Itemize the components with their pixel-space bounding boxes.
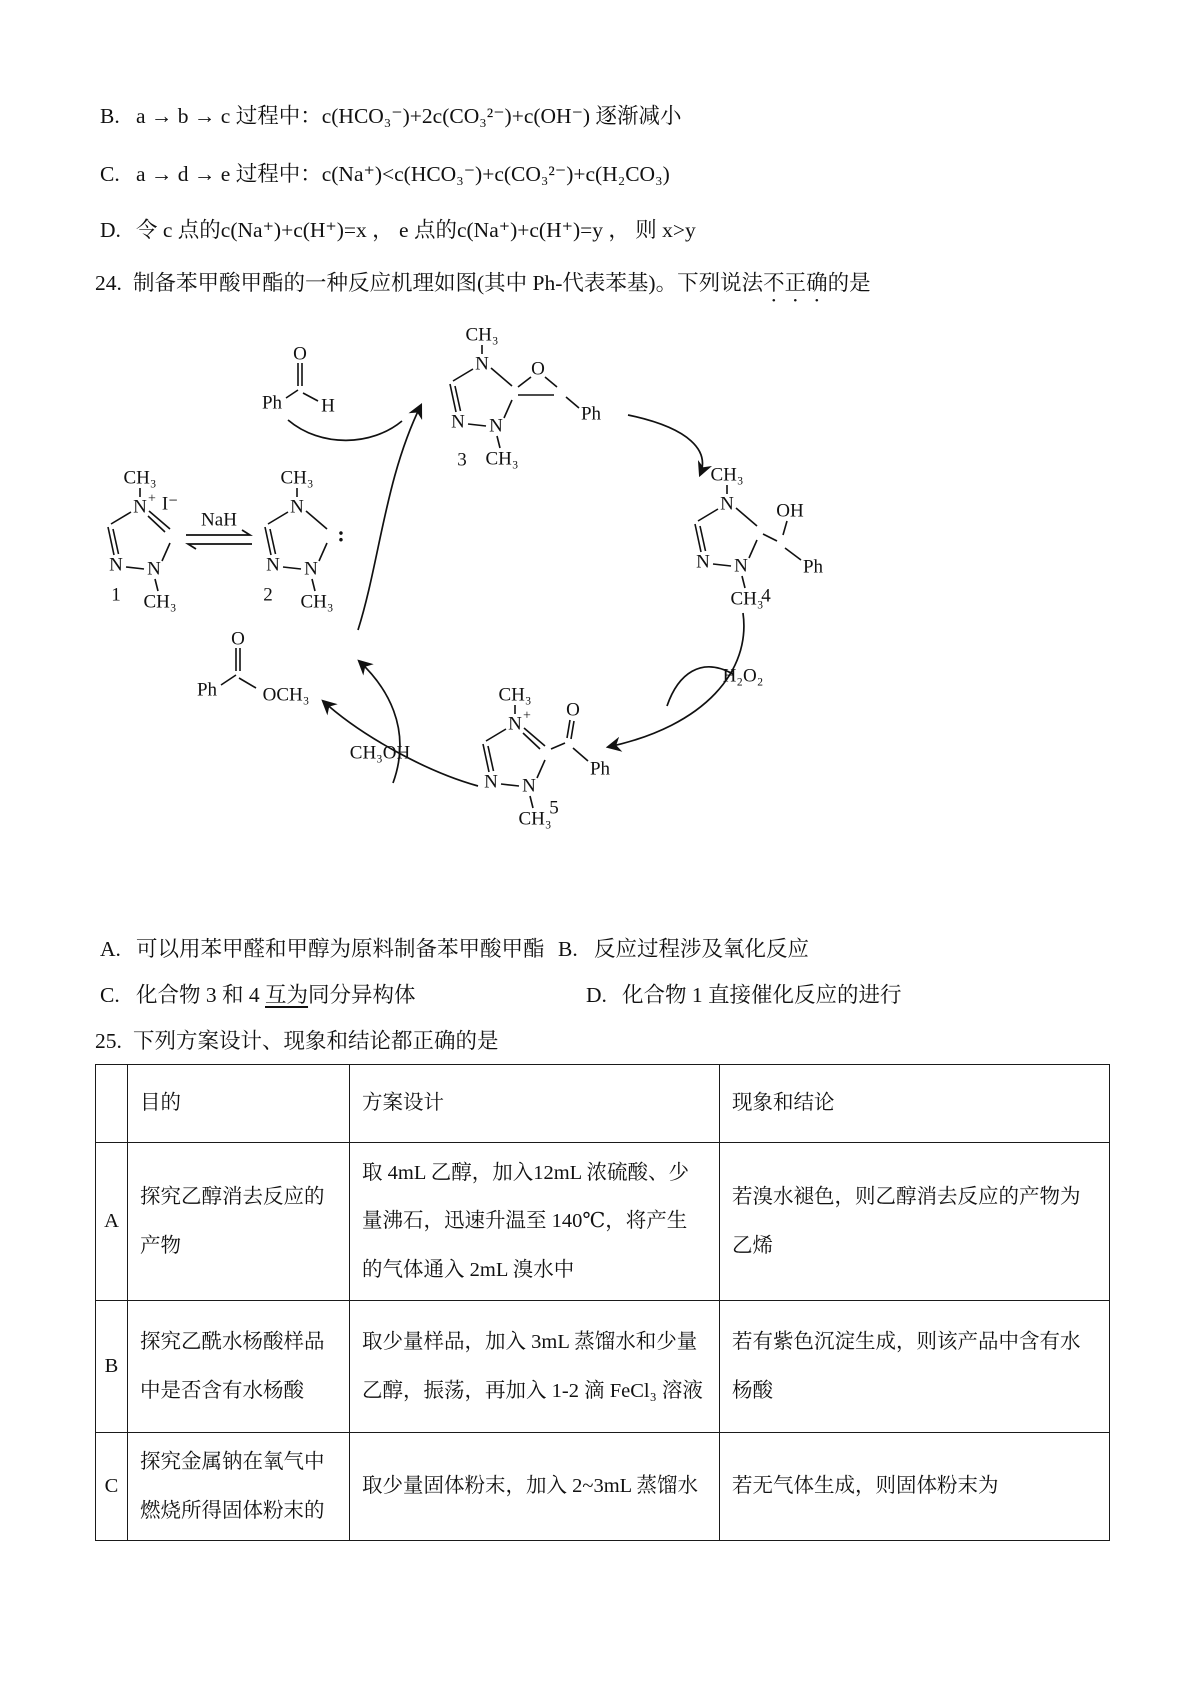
row-purpose: 探究乙酰水杨酸样品中是否含有水杨酸 xyxy=(128,1301,350,1433)
option-label: B. xyxy=(100,104,120,128)
row-key: C xyxy=(96,1433,128,1541)
acyl-bonds xyxy=(551,720,588,761)
option-label: D. xyxy=(586,983,607,1007)
q24-number: 24. xyxy=(95,271,122,295)
header-empty xyxy=(96,1065,128,1143)
option-label: C. xyxy=(100,983,120,1007)
bonds xyxy=(286,363,318,401)
header-purpose: 目的 xyxy=(128,1065,350,1143)
table-row xyxy=(96,1143,1110,1301)
q25-table xyxy=(95,1064,1110,1541)
compound-2-number: 2 xyxy=(263,584,273,606)
header-plan: 方案设计 xyxy=(350,1065,720,1143)
phenyl-label: Ph xyxy=(261,392,283,414)
option-label: A. xyxy=(100,937,121,961)
iodide-label: I⁻ xyxy=(161,493,179,515)
row-result: 若有紫色沉淀生成，则该产品中含有水杨酸 xyxy=(720,1301,1110,1433)
q24-options-row-1 xyxy=(100,936,809,962)
header-result: 现象和结论 xyxy=(720,1065,1110,1143)
arrow-benzaldehyde-merge xyxy=(288,420,402,440)
compound-1-number: 1 xyxy=(111,584,121,606)
row-purpose: 探究金属钠在氧气中燃烧所得固体粉末的 xyxy=(128,1433,350,1541)
compound-5-structure xyxy=(483,685,611,830)
q24-title-emphasis: 不正确 xyxy=(763,271,828,295)
q24-option-a xyxy=(100,936,558,962)
compound-2-structure xyxy=(263,468,344,613)
option-text-pre: 化合物 3 和 4 xyxy=(136,983,266,1007)
option-text xyxy=(136,982,416,1008)
oxygen-label: O xyxy=(231,628,245,650)
q23-option-b xyxy=(100,100,681,132)
compound-3-number: 3 xyxy=(457,449,467,471)
phenyl-label: Ph xyxy=(802,556,824,578)
arrow-methanol-to-2 xyxy=(359,661,400,783)
bonds xyxy=(221,648,256,688)
row-key: A xyxy=(96,1143,128,1301)
phenyl-label: Ph xyxy=(589,758,611,780)
table-row xyxy=(96,1301,1110,1433)
option-text-post: 同分异构体 xyxy=(308,983,416,1007)
option-label: B. xyxy=(558,937,578,961)
hydroxyl-label: OH xyxy=(776,500,804,522)
q25-title-text: 下列方案设计、现象和结论都正确的是 xyxy=(133,1029,499,1053)
option-label: D. xyxy=(100,218,121,242)
q23-option-c xyxy=(100,158,670,190)
q24-title xyxy=(95,268,871,307)
option-text: 化合物 1 直接催化反应的进行 xyxy=(622,983,902,1007)
plus-charge: + xyxy=(148,491,156,507)
oxygen-label: O xyxy=(566,699,580,721)
table-header-row xyxy=(96,1065,1110,1143)
q23-option-d xyxy=(100,214,696,246)
option-text: 令 c 点的c(Na⁺)+c(H⁺)=x ， e 点的c(Na⁺)+c(H⁺)=y ， 则 x>y xyxy=(136,218,696,242)
phenyl-label: Ph xyxy=(580,403,602,425)
q24-option-c xyxy=(100,982,586,1008)
option-text: 反应过程涉及氧化反应 xyxy=(594,937,810,961)
compound-5-number: 5 xyxy=(549,797,559,819)
compound-3-structure xyxy=(450,325,602,471)
mechanism-diagram: N N N CH₃ CH₃ + I⁻ 1 NaH : 2 Ph O H O Ph 3 OH Ph 4 + O Ph 5 Ph O OCH₃ CH₃OH H₂O₂ xyxy=(88,308,988,868)
hydrogen-label: H xyxy=(321,395,335,417)
epoxide-bonds xyxy=(518,377,579,408)
phenyl-label: Ph xyxy=(196,679,218,701)
plus-charge: + xyxy=(523,708,531,724)
row-result: 若无气体生成，则固体粉末为 xyxy=(720,1433,1110,1541)
benzaldehyde-structure xyxy=(262,344,335,417)
row-plan: 取 4mL 乙醇，加入12mL 浓硫酸、少量沸石，迅速升温至 140℃，将产生的气体通入 2mL 溴水中 xyxy=(350,1143,720,1301)
methyl-benzoate-structure xyxy=(197,629,309,706)
compound-4-structure xyxy=(695,465,824,610)
table-row xyxy=(96,1433,1110,1541)
option-text: 可以用苯甲醛和甲醇为原料制备苯甲酸甲酯 xyxy=(136,937,545,961)
lone-pair: : xyxy=(337,521,345,547)
row-plan: 取少量固体粉末，加入 2~3mL 蒸馏水 xyxy=(350,1433,720,1541)
option-text: a → d → e 过程中：c(Na⁺)<c(HCO₃⁻)+c(CO₃²⁻)+c(H₂CO₃) xyxy=(136,162,670,186)
equilibrium-arrow-reverse xyxy=(188,544,252,549)
row-result: 若溴水褪色，则乙醇消去反应的产物为乙烯 xyxy=(720,1143,1110,1301)
row-purpose: 探究乙醇消去反应的产物 xyxy=(128,1143,350,1301)
q25-title xyxy=(95,1026,499,1056)
q24-option-b xyxy=(558,936,809,962)
option-label: C. xyxy=(100,162,120,186)
row-key: B xyxy=(96,1301,128,1433)
arrow-3-to-4 xyxy=(628,415,702,475)
nah-label: NaH xyxy=(201,509,237,531)
q24-option-d xyxy=(586,982,902,1008)
q24-options-row-2 xyxy=(100,982,902,1008)
oxygen-label: O xyxy=(293,343,307,365)
compound-4-number: 4 xyxy=(761,585,771,607)
q24-title-post: 的是 xyxy=(827,271,871,295)
compound-1-structure xyxy=(108,468,178,613)
methanol-label: CH₃OH xyxy=(349,742,411,764)
option-text-underlined: 互为 xyxy=(265,983,309,1007)
methoxy-label: OCH₃ xyxy=(262,684,310,706)
equilibrium-arrow-forward xyxy=(186,530,250,535)
substituent-bonds xyxy=(763,521,801,560)
q25-number: 25. xyxy=(95,1029,122,1053)
option-text: a → b → c 过程中：c(HCO₃⁻)+2c(CO₃²⁻)+c(OH⁻) 逐渐减小 xyxy=(136,104,682,128)
peroxide-label: H₂O₂ xyxy=(722,665,764,687)
q24-title-pre: 制备苯甲酸甲酯的一种反应机理如图(其中 Ph-代表苯基)。下列说法 xyxy=(133,271,764,295)
oxygen-label: O xyxy=(531,358,545,380)
row-plan: 取少量样品，加入 3mL 蒸馏水和少量乙醇，振荡，再加入 1-2 滴 FeCl₃ 溶液 xyxy=(350,1301,720,1433)
nah-equilibrium xyxy=(186,510,252,550)
